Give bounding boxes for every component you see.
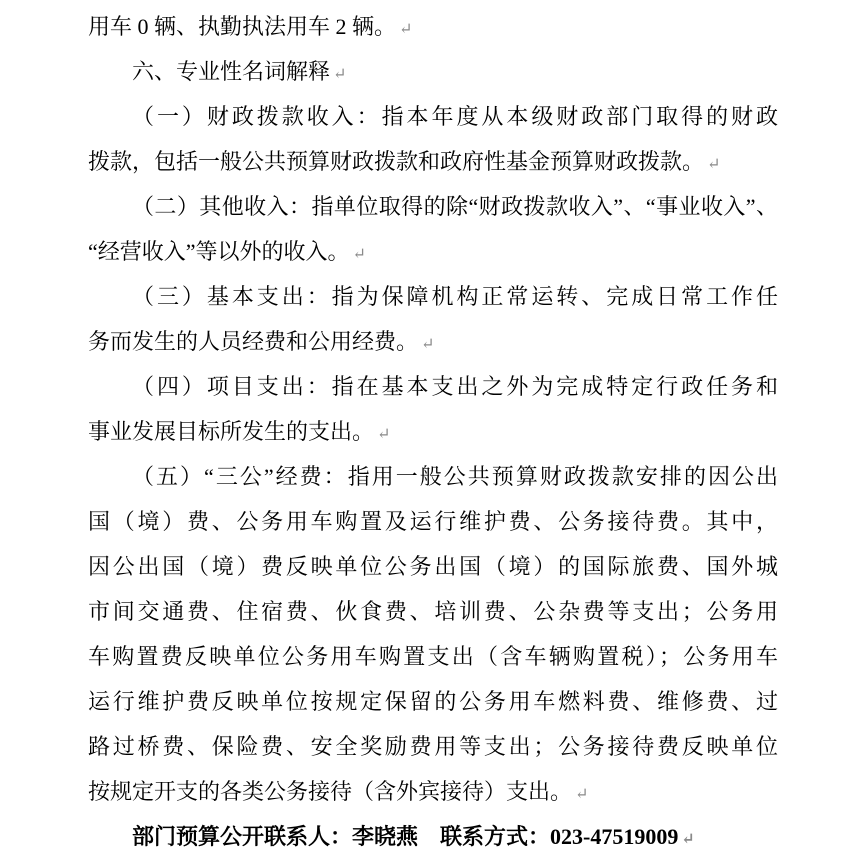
contact-info-text: 部门预算公开联系人：李晓燕 联系方式：023-47519009	[132, 824, 679, 849]
text-line	[88, 364, 778, 409]
text-line	[88, 139, 778, 184]
text-line	[88, 319, 778, 364]
text-run: 因公出国（境）费反映单位公务出国（境）的国际旅费、国外城	[88, 554, 778, 579]
text-run: 按规定开支的各类公务接待（含外宾接待）支出。	[88, 779, 573, 804]
text-run: 事业发展目标所发生的支出。	[88, 419, 375, 444]
text-run: （五）“三公”经费：指用一般公共预算财政拨款安排的因公出	[132, 464, 778, 489]
text-line	[88, 634, 778, 679]
text-run: 用车 0 辆、执勤执法用车 2 辆。	[88, 14, 397, 39]
text-line	[88, 229, 778, 274]
paragraph-mark-icon: ↵	[681, 831, 695, 848]
text-line	[88, 454, 778, 499]
text-run: 务而发生的人员经费和公用经费。	[88, 329, 419, 354]
text-line	[88, 679, 778, 724]
paragraph-mark-icon: ↵	[707, 156, 721, 173]
text-line	[88, 499, 778, 544]
text-run: （一）财政拨款收入：指本年度从本级财政部门取得的财政	[132, 104, 778, 129]
text-run: 市间交通费、住宿费、伙食费、培训费、公杂费等支出；公务用	[88, 599, 778, 624]
paragraph-mark-icon: ↵	[575, 786, 589, 803]
text-line	[88, 184, 778, 229]
text-line	[88, 274, 778, 319]
paragraph-mark-icon: ↵	[421, 336, 435, 353]
text-run: （三）基本支出：指为保障机构正常运转、完成日常工作任	[132, 284, 778, 309]
text-run: “经营收入”等以外的收入。	[88, 239, 350, 264]
text-run: （四）项目支出：指在基本支出之外为完成特定行政任务和	[132, 374, 778, 399]
section-heading-line	[88, 49, 778, 94]
text-line	[88, 4, 778, 49]
paragraph-mark-icon: ↵	[377, 426, 391, 443]
paragraph-mark-icon: ↵	[399, 21, 413, 38]
text-run: 路过桥费、保险费、安全奖励费用等支出；公务接待费反映单位	[88, 734, 778, 759]
text-run: 拨款，包括一般公共预算财政拨款和政府性基金预算财政拨款。	[88, 149, 705, 174]
text-line	[88, 589, 778, 634]
text-line	[88, 769, 778, 814]
text-line	[88, 724, 778, 769]
text-run: 运行维护费反映单位按规定保留的公务用车燃料费、维修费、过	[88, 689, 778, 714]
text-run: 国（境）费、公务用车购置及运行维护费、公务接待费。其中，	[88, 509, 778, 534]
text-line	[88, 544, 778, 589]
text-run: 车购置费反映单位公务用车购置支出（含车辆购置税）；公务用车	[88, 644, 778, 669]
text-line	[88, 409, 778, 454]
paragraph-mark-icon: ↵	[333, 66, 347, 83]
section-heading-text: 六、专业性名词解释	[132, 59, 331, 84]
paragraph-mark-icon: ↵	[352, 246, 366, 263]
text-line	[88, 94, 778, 139]
text-run: （二）其他收入：指单位取得的除“财政拨款收入”、“事业收入”、	[132, 194, 778, 219]
contact-info-line	[88, 814, 778, 859]
